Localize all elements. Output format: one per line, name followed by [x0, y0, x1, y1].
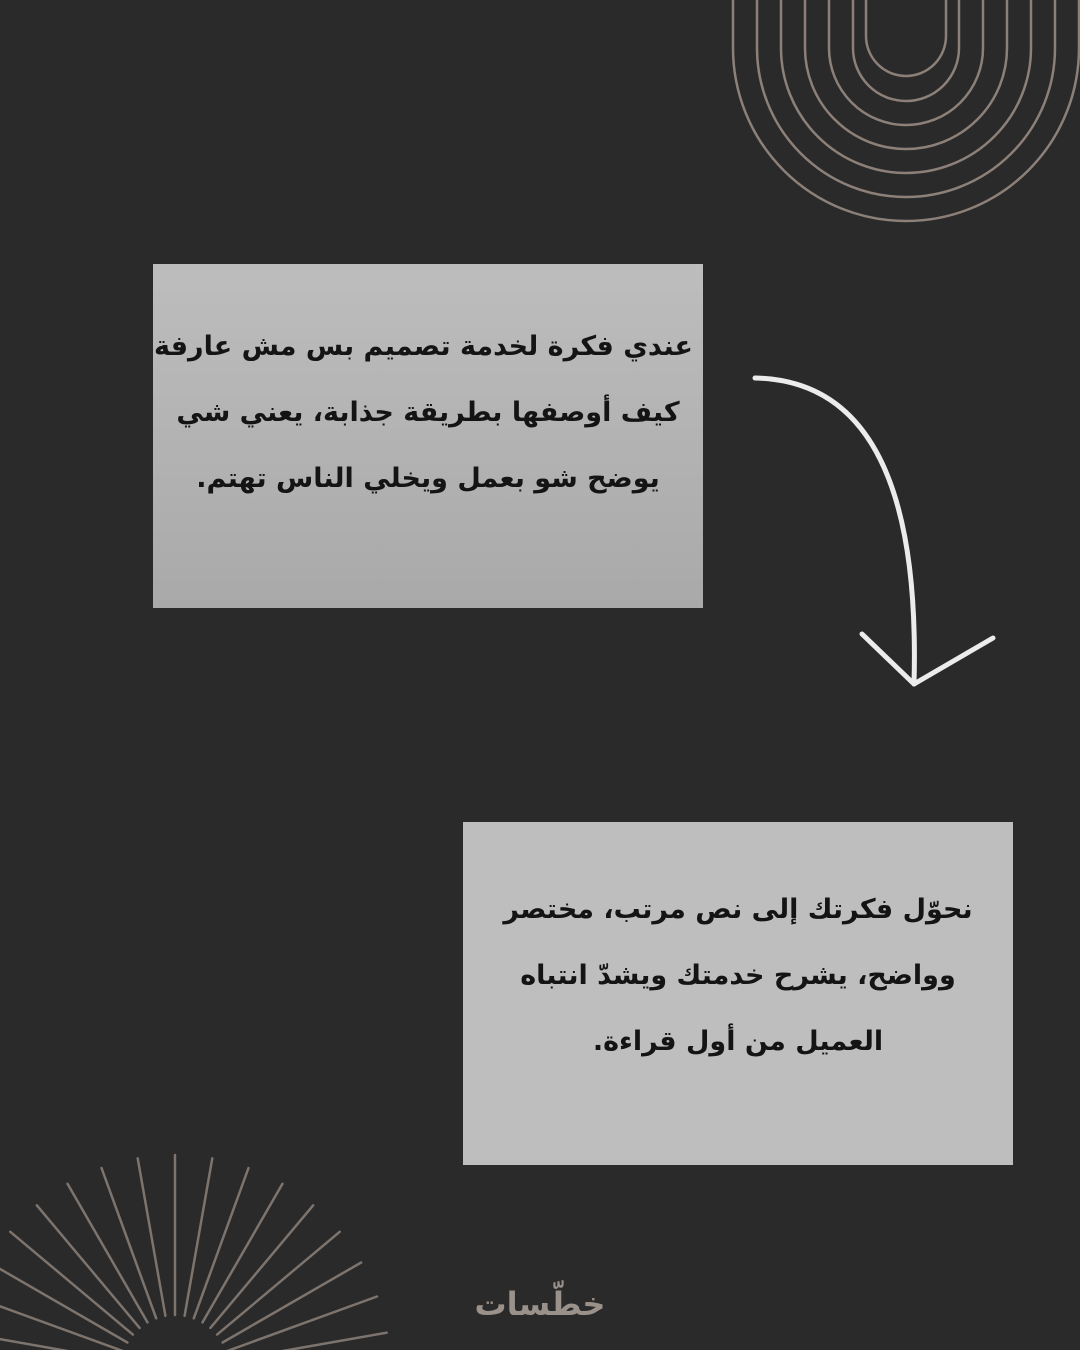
sunburst-ray — [68, 1184, 148, 1323]
sunburst-ray — [229, 1333, 387, 1350]
sunburst-ray — [185, 1158, 213, 1316]
sunburst-ray — [10, 1232, 133, 1335]
response-text — [473, 877, 1003, 1075]
response-line-1: نحوّل فكرتك إلى نص مرتب، مختصر — [503, 894, 973, 925]
request-card — [153, 264, 703, 608]
sunburst-ray — [210, 1205, 313, 1328]
response-line-2: وواضح، يشرح خدمتك ويشدّ انتباه — [520, 960, 956, 991]
request-line-1: عندي فكرة لخدمة تصميم بس مش عارفة — [153, 331, 693, 362]
sunburst-ray — [0, 1333, 121, 1350]
response-card — [463, 822, 1013, 1165]
sunburst-ray — [194, 1168, 249, 1318]
request-line-3: يوضح شو بعمل ويخلي الناس تهتم. — [196, 463, 660, 494]
sunburst-ray — [227, 1297, 377, 1350]
sunburst-ray — [0, 1297, 123, 1350]
response-line-3: العميل من أول قراءة. — [592, 1026, 884, 1057]
sunburst-ray — [0, 1263, 127, 1343]
request-line-2: كيف أوصفها بطريقة جذابة، يعني شي — [176, 397, 680, 428]
sunburst-ray — [203, 1184, 283, 1323]
sunburst-ray — [102, 1168, 157, 1318]
sunburst-ray — [37, 1205, 140, 1328]
sunburst-ray — [138, 1158, 166, 1316]
sunburst-ray — [223, 1263, 362, 1343]
brand-logo: خطّسات — [474, 1285, 606, 1323]
request-text — [153, 314, 693, 512]
sunburst-ray — [217, 1232, 340, 1335]
